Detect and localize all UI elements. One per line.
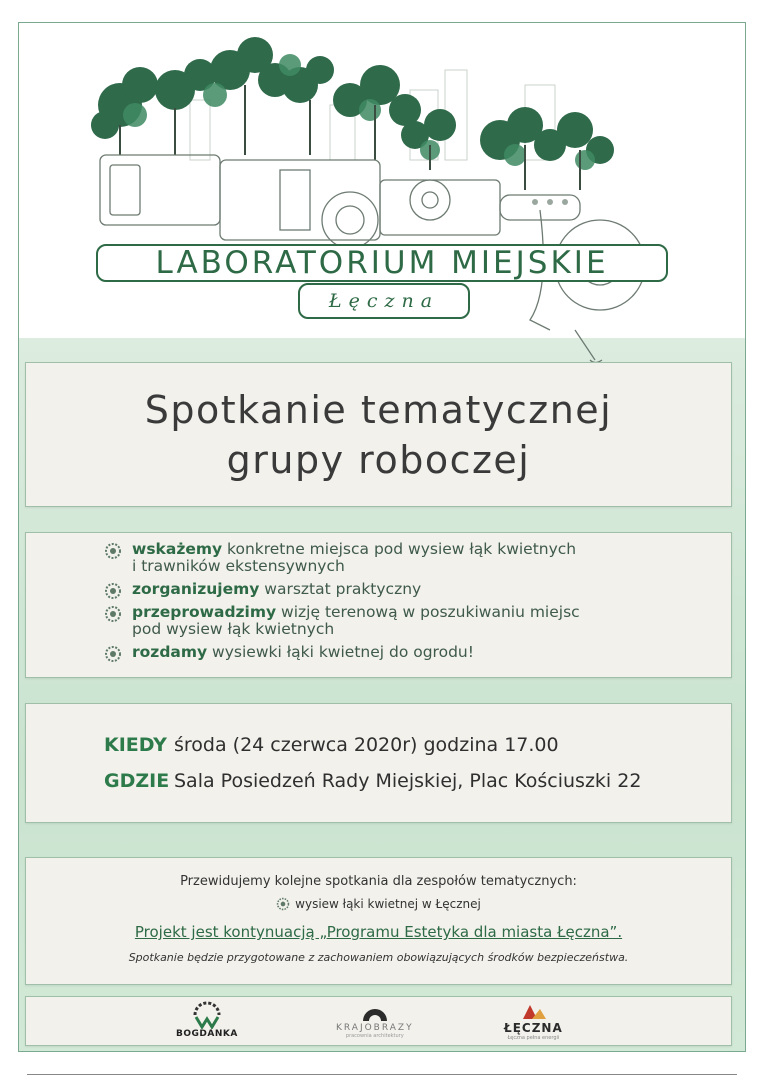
krajobrazy-emblem-icon [360,1001,390,1023]
activities-panel [25,532,732,678]
where-row [104,770,731,792]
list-item: przeprowadzimy wizję terenową w poszukiwaniu miejsc pod wysiew łąk kwietnych [104,604,731,638]
gear-bullet-icon [104,542,122,560]
info-topic-text: wysiew łąki kwietnej w Łęcznej [295,897,481,911]
info-project-link[interactable]: Projekt jest kontynuacją „Programu Estetyka dla miasta Łęczna”. [134,923,623,941]
krajobrazy-logo: KRAJOBRAZY pracownia architektury [336,1001,414,1039]
gear-bullet-icon [104,645,122,663]
when-where-panel [25,703,732,823]
info-topic [26,897,731,911]
logo-city: Łęczna [298,283,470,319]
list-item: zorganizujemy warsztat praktyczny [104,581,731,598]
sponsors-panel [25,996,732,1046]
bottom-divider [27,1074,737,1075]
leczna-emblem-icon [518,1001,548,1021]
gear-bullet-icon [104,582,122,600]
info-panel [25,857,732,985]
when-value: środa (24 czerwca 2020r) godzina 17.00 [174,734,559,756]
when-label: KIEDY [104,734,167,756]
gear-bullet-icon [276,897,290,911]
where-label: GDZIE [104,770,170,792]
gear-bullet-icon [104,605,122,623]
where-value: Sala Posiedzeń Rady Miejskiej, Plac Kościuszki 22 [174,770,642,792]
list-item: wskażemy konkretne miejsca pod wysiew łąk kwietnych i trawników ekstensywnych [104,541,731,575]
leczna-logo: ŁĘCZNA Łęczna pełna energii [504,1001,563,1041]
list-item: rozdamy wysiewki łąki kwietnej do ogrodu! [104,644,731,661]
main-title-line-1: Spotkanie tematycznej [144,387,613,432]
logo-title: LABORATORIUM MIEJSKIE [96,244,668,282]
info-upcoming-meetings: Przewidujemy kolejne spotkania dla zespołów tematycznych: [180,874,577,889]
city-trees-illustration [80,30,690,380]
when-row [104,734,731,756]
info-safety-note: Spotkanie będzie przygotowane z zachowaniem obowiązujących środków bezpieczeństwa. [128,951,629,964]
bogdanka-emblem-icon [192,1001,222,1029]
main-title-line-2: grupy roboczej [226,437,531,482]
bogdanka-logo: BOGDANKA [176,1001,238,1039]
title-panel [25,362,732,507]
